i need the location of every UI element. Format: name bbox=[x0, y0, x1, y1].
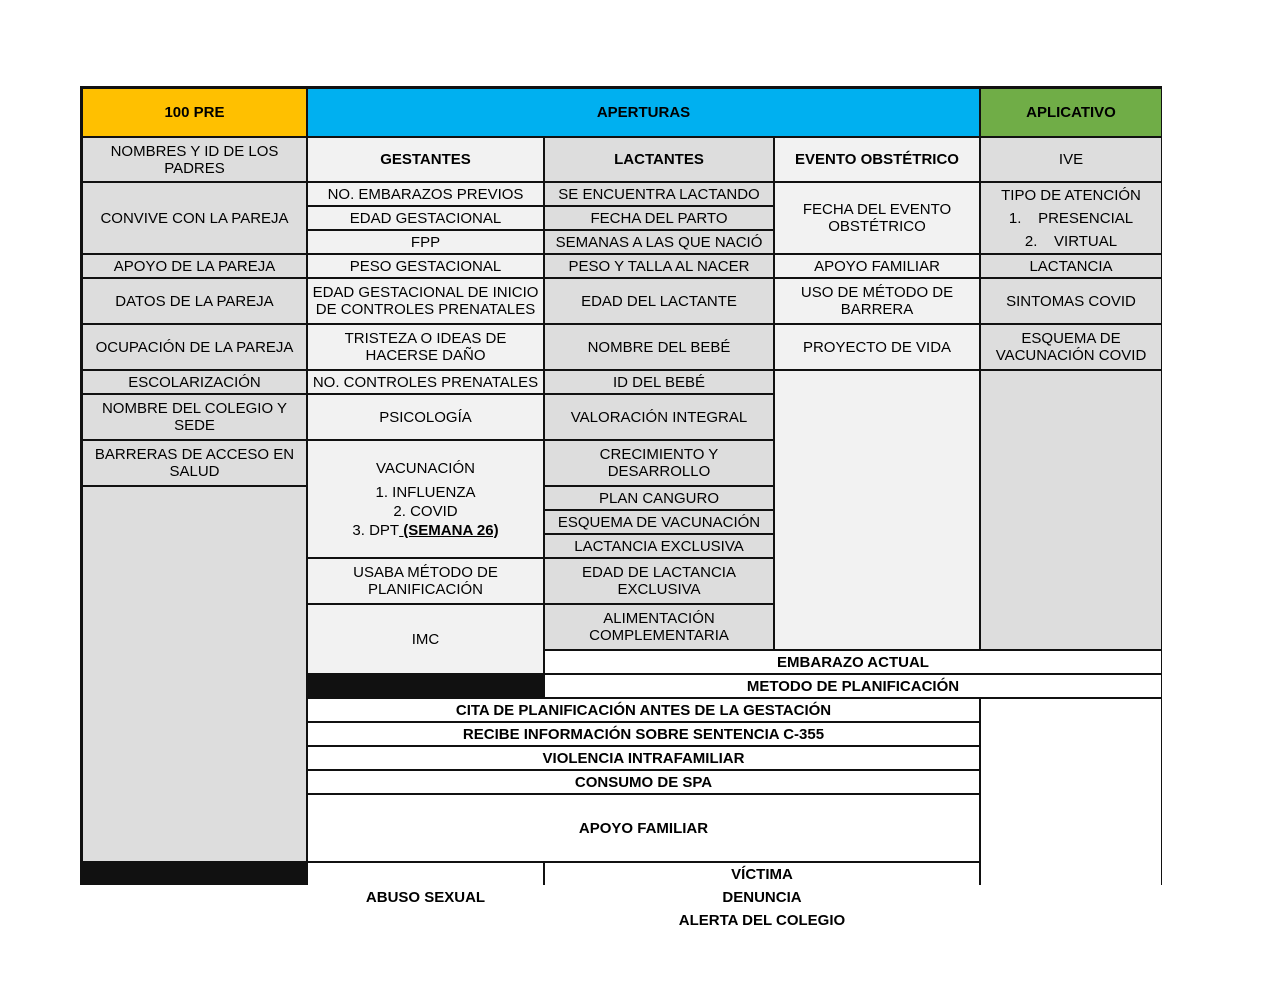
cell-lactancia: LACTANCIA bbox=[981, 255, 1161, 277]
cell-lactancia-exclusiva: LACTANCIA EXCLUSIVA bbox=[545, 535, 773, 557]
cell-psicologia: PSICOLOGÍA bbox=[308, 395, 543, 439]
cell-metodo-barrera: USO DE MÉTODO DE BARRERA bbox=[775, 279, 979, 323]
cell-peso-gestacional: PESO GESTACIONAL bbox=[308, 255, 543, 277]
vacunacion-dpt-label: 3. DPT bbox=[352, 521, 400, 539]
cell-plan-canguro: PLAN CANGURO bbox=[545, 487, 773, 509]
cell-ive: IVE bbox=[981, 138, 1161, 181]
vacunacion-dpt-semana: (SEMANA 26) bbox=[399, 521, 499, 539]
cell-fecha-parto: FECHA DEL PARTO bbox=[545, 207, 773, 229]
cell-apoyo-familiar: APOYO FAMILIAR bbox=[308, 795, 979, 861]
cell-edad-inicio-controles: EDAD GESTACIONAL DE INICIO DE CONTROLES PRENATALES bbox=[308, 279, 543, 323]
header-100-pre: 100 PRE bbox=[83, 89, 306, 136]
cell-convive-pareja: CONVIVE CON LA PAREJA bbox=[83, 183, 306, 253]
abuso-alerta-colegio: ALERTA DEL COLEGIO bbox=[678, 912, 846, 929]
cell-valoracion-integral: VALORACIÓN INTEGRAL bbox=[545, 395, 773, 439]
vacunacion-item-covid: 2. COVID bbox=[393, 502, 458, 520]
cell-esquema-vacunacion: ESQUEMA DE VACUNACIÓN bbox=[545, 511, 773, 533]
cell-datos-pareja: DATOS DE LA PAREJA bbox=[83, 279, 306, 323]
cell-tipo-atencion bbox=[981, 183, 1161, 253]
cell-nombre-colegio: NOMBRE DEL COLEGIO Y SEDE bbox=[83, 395, 306, 439]
cell-consumo-spa: CONSUMO DE SPA bbox=[308, 771, 979, 793]
cell-peso-talla: PESO Y TALLA AL NACER bbox=[545, 255, 773, 277]
cell-vacunacion bbox=[308, 441, 543, 557]
cell-se-encuentra-lactando: SE ENCUENTRA LACTANDO bbox=[545, 183, 773, 205]
cell-proyecto-vida: PROYECTO DE VIDA bbox=[775, 325, 979, 369]
cell-cita-planificacion: CITA DE PLANIFICACIÓN ANTES DE LA GESTACIÓN bbox=[308, 699, 979, 721]
abuso-denuncia: DENUNCIA bbox=[722, 889, 802, 906]
cell-crecimiento: CRECIMIENTO Y DESARROLLO bbox=[545, 441, 773, 485]
cell-nombre-bebe: NOMBRE DEL BEBÉ bbox=[545, 325, 773, 369]
tipo-atencion-presencial: 1. PRESENCIAL bbox=[1008, 209, 1134, 227]
cell-edad-lactancia-exclusiva: EDAD DE LACTANCIA EXCLUSIVA bbox=[545, 559, 773, 603]
header-aperturas: APERTURAS bbox=[308, 89, 979, 136]
cell-edad-gestacional: EDAD GESTACIONAL bbox=[308, 207, 543, 229]
vacunacion-title: VACUNACIÓN bbox=[376, 459, 475, 477]
tipo-atencion-virtual: 2. VIRTUAL bbox=[1024, 232, 1118, 250]
cell-footer-empty bbox=[981, 699, 1161, 932]
cell-abuso-sexual: ABUSO SEXUAL bbox=[308, 863, 543, 932]
cell-escolarizacion: ESCOLARIZACIÓN bbox=[83, 371, 306, 393]
cell-embarazos-previos: NO. EMBARAZOS PREVIOS bbox=[308, 183, 543, 205]
cell-pre-empty bbox=[83, 487, 306, 861]
cell-metodo-planificacion: METODO DE PLANIFICACIÓN bbox=[545, 675, 1161, 697]
col-title-evento-obstetrico: EVENTO OBSTÉTRICO bbox=[775, 138, 979, 181]
col-title-lactantes: LACTANTES bbox=[545, 138, 773, 181]
cell-edad-lactante: EDAD DEL LACTANTE bbox=[545, 279, 773, 323]
cell-controles-prenatales: NO. CONTROLES PRENATALES bbox=[308, 371, 543, 393]
cell-apoyo-familiar-evento: APOYO FAMILIAR bbox=[775, 255, 979, 277]
cell-nombres-padres: NOMBRES Y ID DE LOS PADRES bbox=[83, 138, 306, 181]
cell-evento-empty bbox=[775, 371, 979, 649]
cell-fpp: FPP bbox=[308, 231, 543, 253]
cell-fecha-evento: FECHA DEL EVENTO OBSTÉTRICO bbox=[775, 183, 979, 253]
header-aplicativo: APLICATIVO bbox=[981, 89, 1161, 136]
cell-alimentacion-complementaria: ALIMENTACIÓN COMPLEMENTARIA bbox=[545, 605, 773, 649]
cell-sintomas-covid: SINTOMAS COVID bbox=[981, 279, 1161, 323]
cell-id-bebe: ID DEL BEBÉ bbox=[545, 371, 773, 393]
cell-violencia-intrafamiliar: VIOLENCIA INTRAFAMILIAR bbox=[308, 747, 979, 769]
cell-sentencia-c355: RECIBE INFORMACIÓN SOBRE SENTENCIA C-355 bbox=[308, 723, 979, 745]
cell-aplicativo-empty bbox=[981, 371, 1161, 649]
cell-imc: IMC bbox=[308, 605, 543, 673]
cell-apoyo-pareja: APOYO DE LA PAREJA bbox=[83, 255, 306, 277]
cell-abuso-detalle bbox=[545, 863, 979, 932]
data-fields-table bbox=[80, 86, 1162, 929]
col-title-gestantes: GESTANTES bbox=[308, 138, 543, 181]
tipo-atencion-title: TIPO DE ATENCIÓN bbox=[1001, 186, 1141, 204]
cell-tristeza: TRISTEZA O IDEAS DE HACERSE DAÑO bbox=[308, 325, 543, 369]
cell-ocupacion-pareja: OCUPACIÓN DE LA PAREJA bbox=[83, 325, 306, 369]
cell-barreras-acceso: BARRERAS DE ACCESO EN SALUD bbox=[83, 441, 306, 485]
cell-esquema-covid: ESQUEMA DE VACUNACIÓN COVID bbox=[981, 325, 1161, 369]
cell-usaba-metodo: USABA MÉTODO DE PLANIFICACIÓN bbox=[308, 559, 543, 603]
vacunacion-item-dpt bbox=[352, 522, 498, 539]
cell-semanas-nacio: SEMANAS A LAS QUE NACIÓ bbox=[545, 231, 773, 253]
cell-embarazo-actual: EMBARAZO ACTUAL bbox=[545, 651, 1161, 673]
vacunacion-item-influenza: 1. INFLUENZA bbox=[375, 483, 476, 501]
abuso-victima: VÍCTIMA bbox=[731, 866, 793, 883]
